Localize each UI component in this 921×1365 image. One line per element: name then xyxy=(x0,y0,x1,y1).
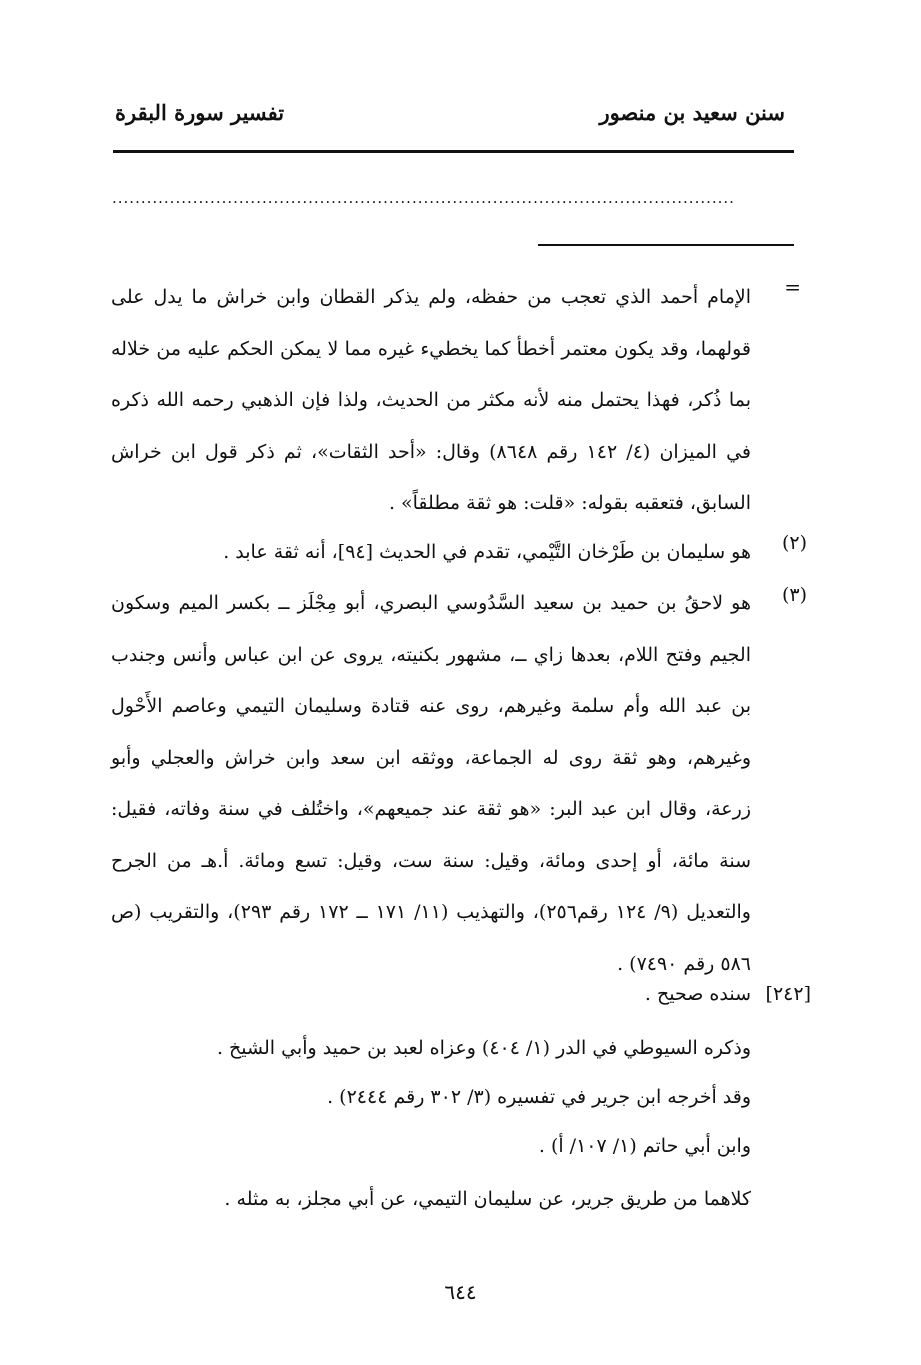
footnote-continuation xyxy=(111,272,751,532)
footnote-text: هو لاحقُ بن حميد بن سعيد السَّدُوسي البصري، أبو مِجْلَز ــ بكسر الميم وسكون الجيم وفتح اللام، بعدها زاي ــ، مشهور بكنيته، يروى عن ابن عباس وأنس وجندب بن عبد الله وأم سلمة وغيرهم، روى عنه قتادة وسليمان التيمي وعاصم الأَحْول وغيرهم، وهو ثقة روى له الجماعة، ووثقه ابن سعد وابن خراش والعجلي وأبو زرعة، وقال ابن عبد البر: «هو ثقة عند جميعهم»، واختُلف في سنة وفاته، فقيل: سنة مائة، أو إحدى ومائة، وقيل: سنة ست، وقيل: تسع ومائة. أ.هـ من الجرح والتعديل (٩/ ١٢٤ رقم٢٥٦)، والتهذيب (١١/ ١٧١ ــ ١٧٢ رقم ٢٩٣)، والتقريب (ص ٥٨٦ رقم ٧٤٩٠) . xyxy=(111,592,751,975)
takhrij-line: وابن أبي حاتم (١/ ١٠٧/ أ) . xyxy=(538,1135,751,1157)
header-rule xyxy=(113,150,794,153)
footnote-number: (٣) xyxy=(781,584,807,606)
takhrij-heading: سنده صحيح . xyxy=(644,983,751,1005)
footnote-2 xyxy=(111,527,751,579)
footnote-3 xyxy=(111,578,751,990)
footnote-separator-rule xyxy=(538,244,794,246)
running-header-book-title: سنن سعيد بن منصور xyxy=(599,100,785,125)
footnote-text: الإمام أحمد الذي تعجب من حفظه، ولم يذكر القطان وابن خراش ما يدل على قولهما، وقد يكون معتمر أخطأ كما يخطيء غيره مما لا يمكن الحكم عليه من خلاله بما ذُكر، فهذا يحتمل منه لأنه مكثر من الحديث، ولذا فإن الذهبي رحمه الله ذكره في الميزان (٤/ ١٤٢ رقم ٨٦٤٨) وقال: «أحد الثقات»، ثم ذكر قول ابن خراش السابق، فتعقبه بقوله: «قلت: هو ثقة مطلقاً» . xyxy=(111,286,751,514)
takhrij-line: كلاهما من طريق جرير، عن سليمان التيمي، عن أبي مجلز، به مثله . xyxy=(224,1188,751,1210)
separator-dots: ............................................................................................................ xyxy=(112,189,735,205)
page-number: ٦٤٤ xyxy=(444,1280,477,1304)
takhrij-line: وذكره السيوطي في الدر (١/ ٤٠٤) وعزاه لعبد بن حميد وأبي الشيخ . xyxy=(216,1037,751,1059)
hadith-number: [٢٤٢] xyxy=(765,983,811,1005)
continuation-marker: = xyxy=(784,275,801,299)
takhrij-line: وقد أخرجه ابن جرير في تفسيره (٣/ ٣٠٢ رقم ٢٤٤٤) . xyxy=(327,1086,751,1108)
running-header-section-title: تفسير سورة البقرة xyxy=(115,100,285,125)
footnote-text: هو سليمان بن طَرْخان التَّيْمي، تقدم في الحديث [٩٤]، أنه ثقة عابد . xyxy=(223,541,751,563)
footnote-number: (٢) xyxy=(781,532,807,554)
